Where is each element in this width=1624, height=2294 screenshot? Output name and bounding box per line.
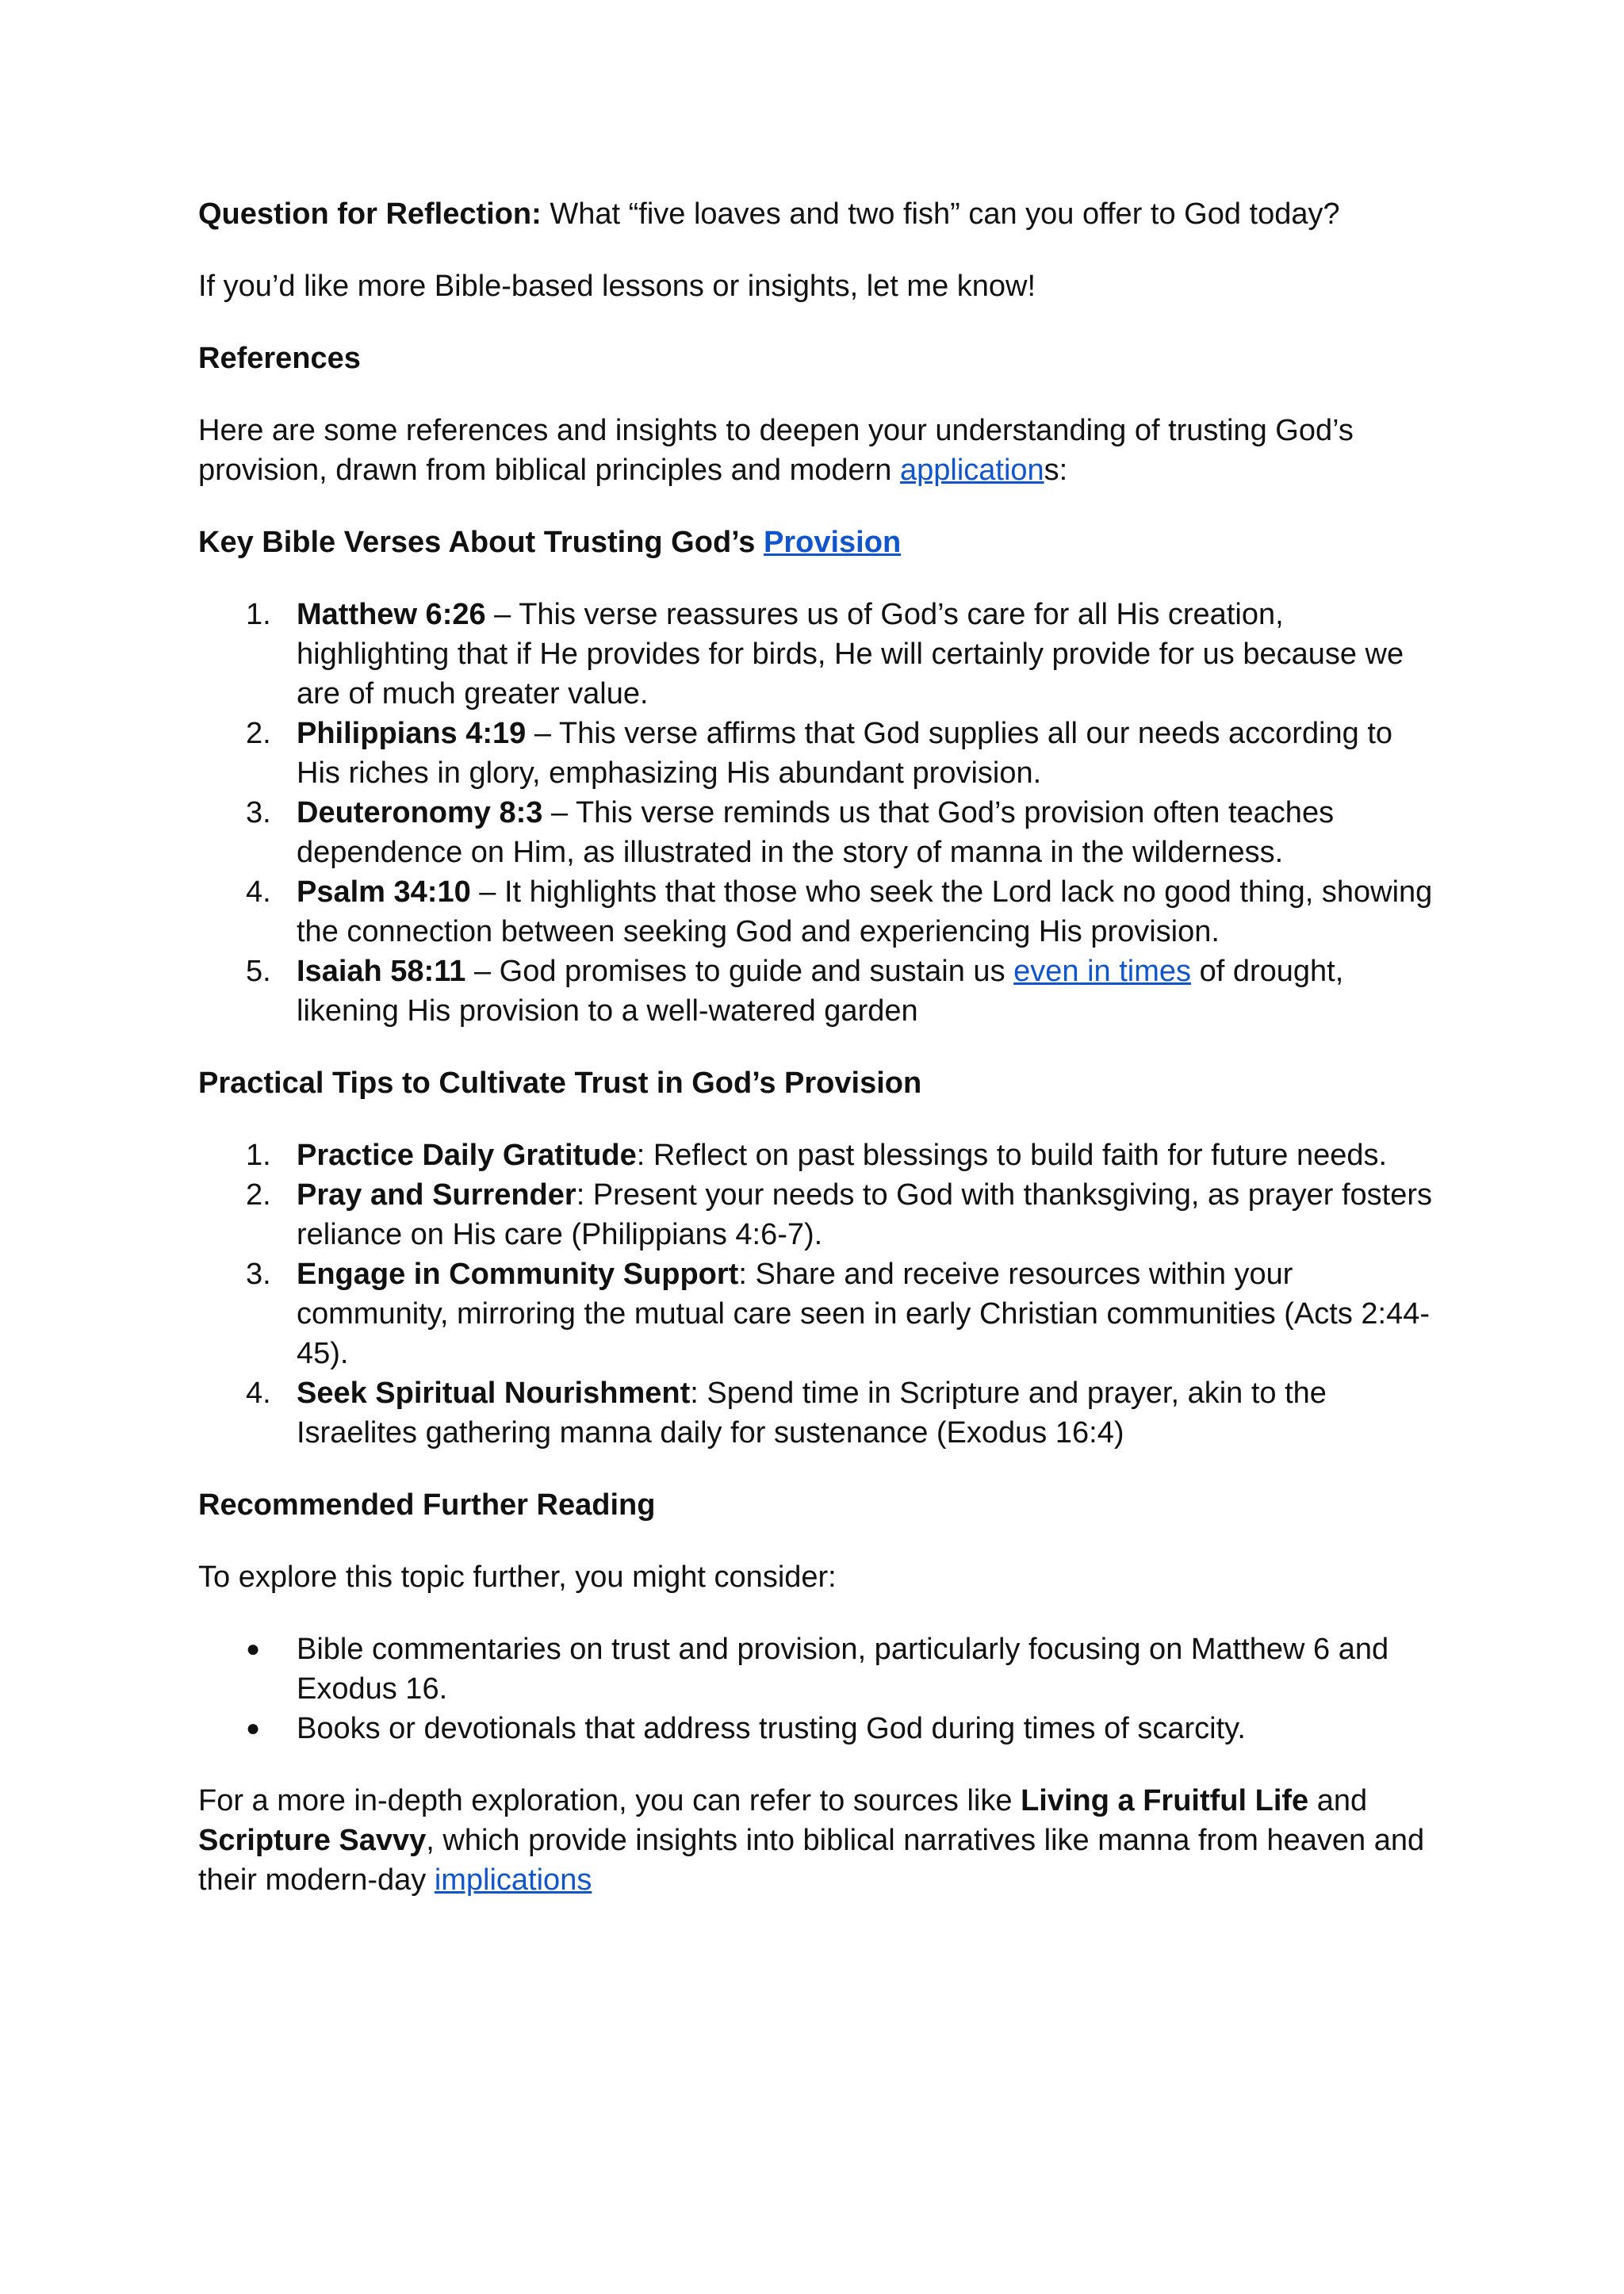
list-number: 2. bbox=[246, 717, 271, 750]
list-number: 4. bbox=[246, 1377, 271, 1410]
list-item bbox=[198, 793, 1435, 872]
verse-description: – It highlights that those who seek the Lord lack no good thing, showing the connection between seeking God and experiencing His provision. bbox=[297, 875, 1433, 948]
list-item bbox=[198, 1373, 1435, 1453]
closing-offer: If you’d like more Bible-based lessons or insights, let me know! bbox=[198, 270, 1036, 303]
verse-reference: Deuteronomy 8:3 bbox=[297, 796, 543, 829]
tip-description: : Reflect on past blessings to build faith for future needs. bbox=[636, 1139, 1388, 1172]
list-item bbox=[198, 1709, 1435, 1748]
verse-description: – This verse reminds us that God’s provision often teaches dependence on Him, as illustrated in the story of manna in the wilderness. bbox=[297, 796, 1335, 869]
list-item bbox=[198, 952, 1435, 1031]
reflection-text: What “five loaves and two fish” can you offer to God today? bbox=[541, 197, 1340, 231]
applications-link[interactable]: application bbox=[899, 454, 1044, 487]
verse-reference: Matthew 6:26 bbox=[297, 598, 486, 631]
key-verses-list bbox=[198, 595, 1435, 1031]
list-item bbox=[198, 872, 1435, 952]
verse-description: – This verse reassures us of God’s care for all His creation, highlighting that if He provides for birds, He will certainly provide for us because we are of much greater value. bbox=[297, 598, 1404, 710]
verse-description: – God promises to guide and sustain us bbox=[465, 955, 1014, 988]
reflection-label: Question for Reflection: bbox=[198, 197, 542, 231]
references-heading: References bbox=[198, 342, 361, 375]
further-reading-heading: Recommended Further Reading bbox=[198, 1488, 656, 1522]
verse-description: – This verse affirms that God supplies all our needs according to His riches in glory, emphasizing His abundant provision. bbox=[297, 717, 1393, 790]
list-number: 1. bbox=[246, 1139, 271, 1172]
final-paragraph bbox=[198, 1781, 1435, 1900]
further-reading-list bbox=[198, 1630, 1435, 1748]
list-number: 3. bbox=[246, 1258, 271, 1291]
practical-tips-list bbox=[198, 1136, 1435, 1453]
practical-tips-heading: Practical Tips to Cultivate Trust in God’s Provision bbox=[198, 1067, 922, 1100]
verse-reference: Psalm 34:10 bbox=[297, 875, 471, 909]
list-number: 5. bbox=[246, 955, 271, 988]
list-item bbox=[198, 595, 1435, 714]
verse-reference: Philippians 4:19 bbox=[297, 717, 527, 750]
final-text-1: For a more in-depth exploration, you can refer to sources like bbox=[198, 1784, 1021, 1817]
document-page bbox=[198, 194, 1435, 1932]
source-title: Scripture Savvy bbox=[198, 1824, 427, 1857]
tip-title: Practice Daily Gratitude bbox=[297, 1139, 637, 1172]
tip-title: Pray and Surrender bbox=[297, 1178, 576, 1212]
final-text-2: and bbox=[1308, 1784, 1368, 1817]
bullet-icon: ● bbox=[246, 1715, 261, 1741]
bullet-text: Books or devotionals that address trusting God during times of scarcity. bbox=[297, 1712, 1246, 1745]
list-item bbox=[198, 1630, 1435, 1709]
list-number: 4. bbox=[246, 875, 271, 909]
key-verses-heading-text: Key Bible Verses About Trusting God’s bbox=[198, 526, 764, 559]
tip-description: : Spend time in Scripture and prayer, akin to the Israelites gathering manna daily for sustenance (Exodus 16:4) bbox=[297, 1377, 1327, 1450]
list-number: 1. bbox=[246, 598, 271, 631]
even-in-times-link[interactable]: even in times bbox=[1013, 955, 1192, 988]
tip-title: Engage in Community Support bbox=[297, 1258, 739, 1291]
provision-link[interactable]: Provision bbox=[764, 526, 902, 559]
verse-reference: Isaiah 58:11 bbox=[297, 955, 466, 988]
implications-link[interactable]: implications bbox=[434, 1863, 592, 1897]
key-verses-heading bbox=[198, 523, 1435, 562]
final-text-3: , which provide insights into biblical narratives like manna from heaven and their modern-day bbox=[198, 1824, 1425, 1897]
reflection-question bbox=[198, 194, 1435, 234]
references-intro-suffix: s: bbox=[1044, 454, 1068, 487]
tip-title: Seek Spiritual Nourishment bbox=[297, 1377, 691, 1410]
further-reading-intro: To explore this topic further, you might consider: bbox=[198, 1561, 837, 1594]
list-number: 3. bbox=[246, 796, 271, 829]
list-item bbox=[198, 1254, 1435, 1373]
tip-description: : Share and receive resources within your community, mirroring the mutual care seen in early Christian communities (Acts 2:44-45). bbox=[297, 1258, 1431, 1370]
references-intro bbox=[198, 411, 1435, 490]
tip-description: : Present your needs to God with thanksgiving, as prayer fosters reliance on His care (Philippians 4:6-7). bbox=[297, 1178, 1433, 1251]
verse-description-end: of drought, likening His provision to a well-watered garden bbox=[297, 955, 1344, 1028]
list-number: 2. bbox=[246, 1178, 271, 1212]
list-item bbox=[198, 714, 1435, 793]
list-item bbox=[198, 1175, 1435, 1254]
list-item bbox=[198, 1136, 1435, 1175]
source-title: Living a Fruitful Life bbox=[1021, 1784, 1309, 1817]
bullet-text: Bible commentaries on trust and provision, particularly focusing on Matthew 6 and Exodus 16. bbox=[297, 1633, 1389, 1706]
references-intro-text: Here are some references and insights to deepen your understanding of trusting God’s provision, drawn from biblical principles and modern bbox=[198, 414, 1354, 487]
bullet-icon: ● bbox=[246, 1636, 261, 1662]
